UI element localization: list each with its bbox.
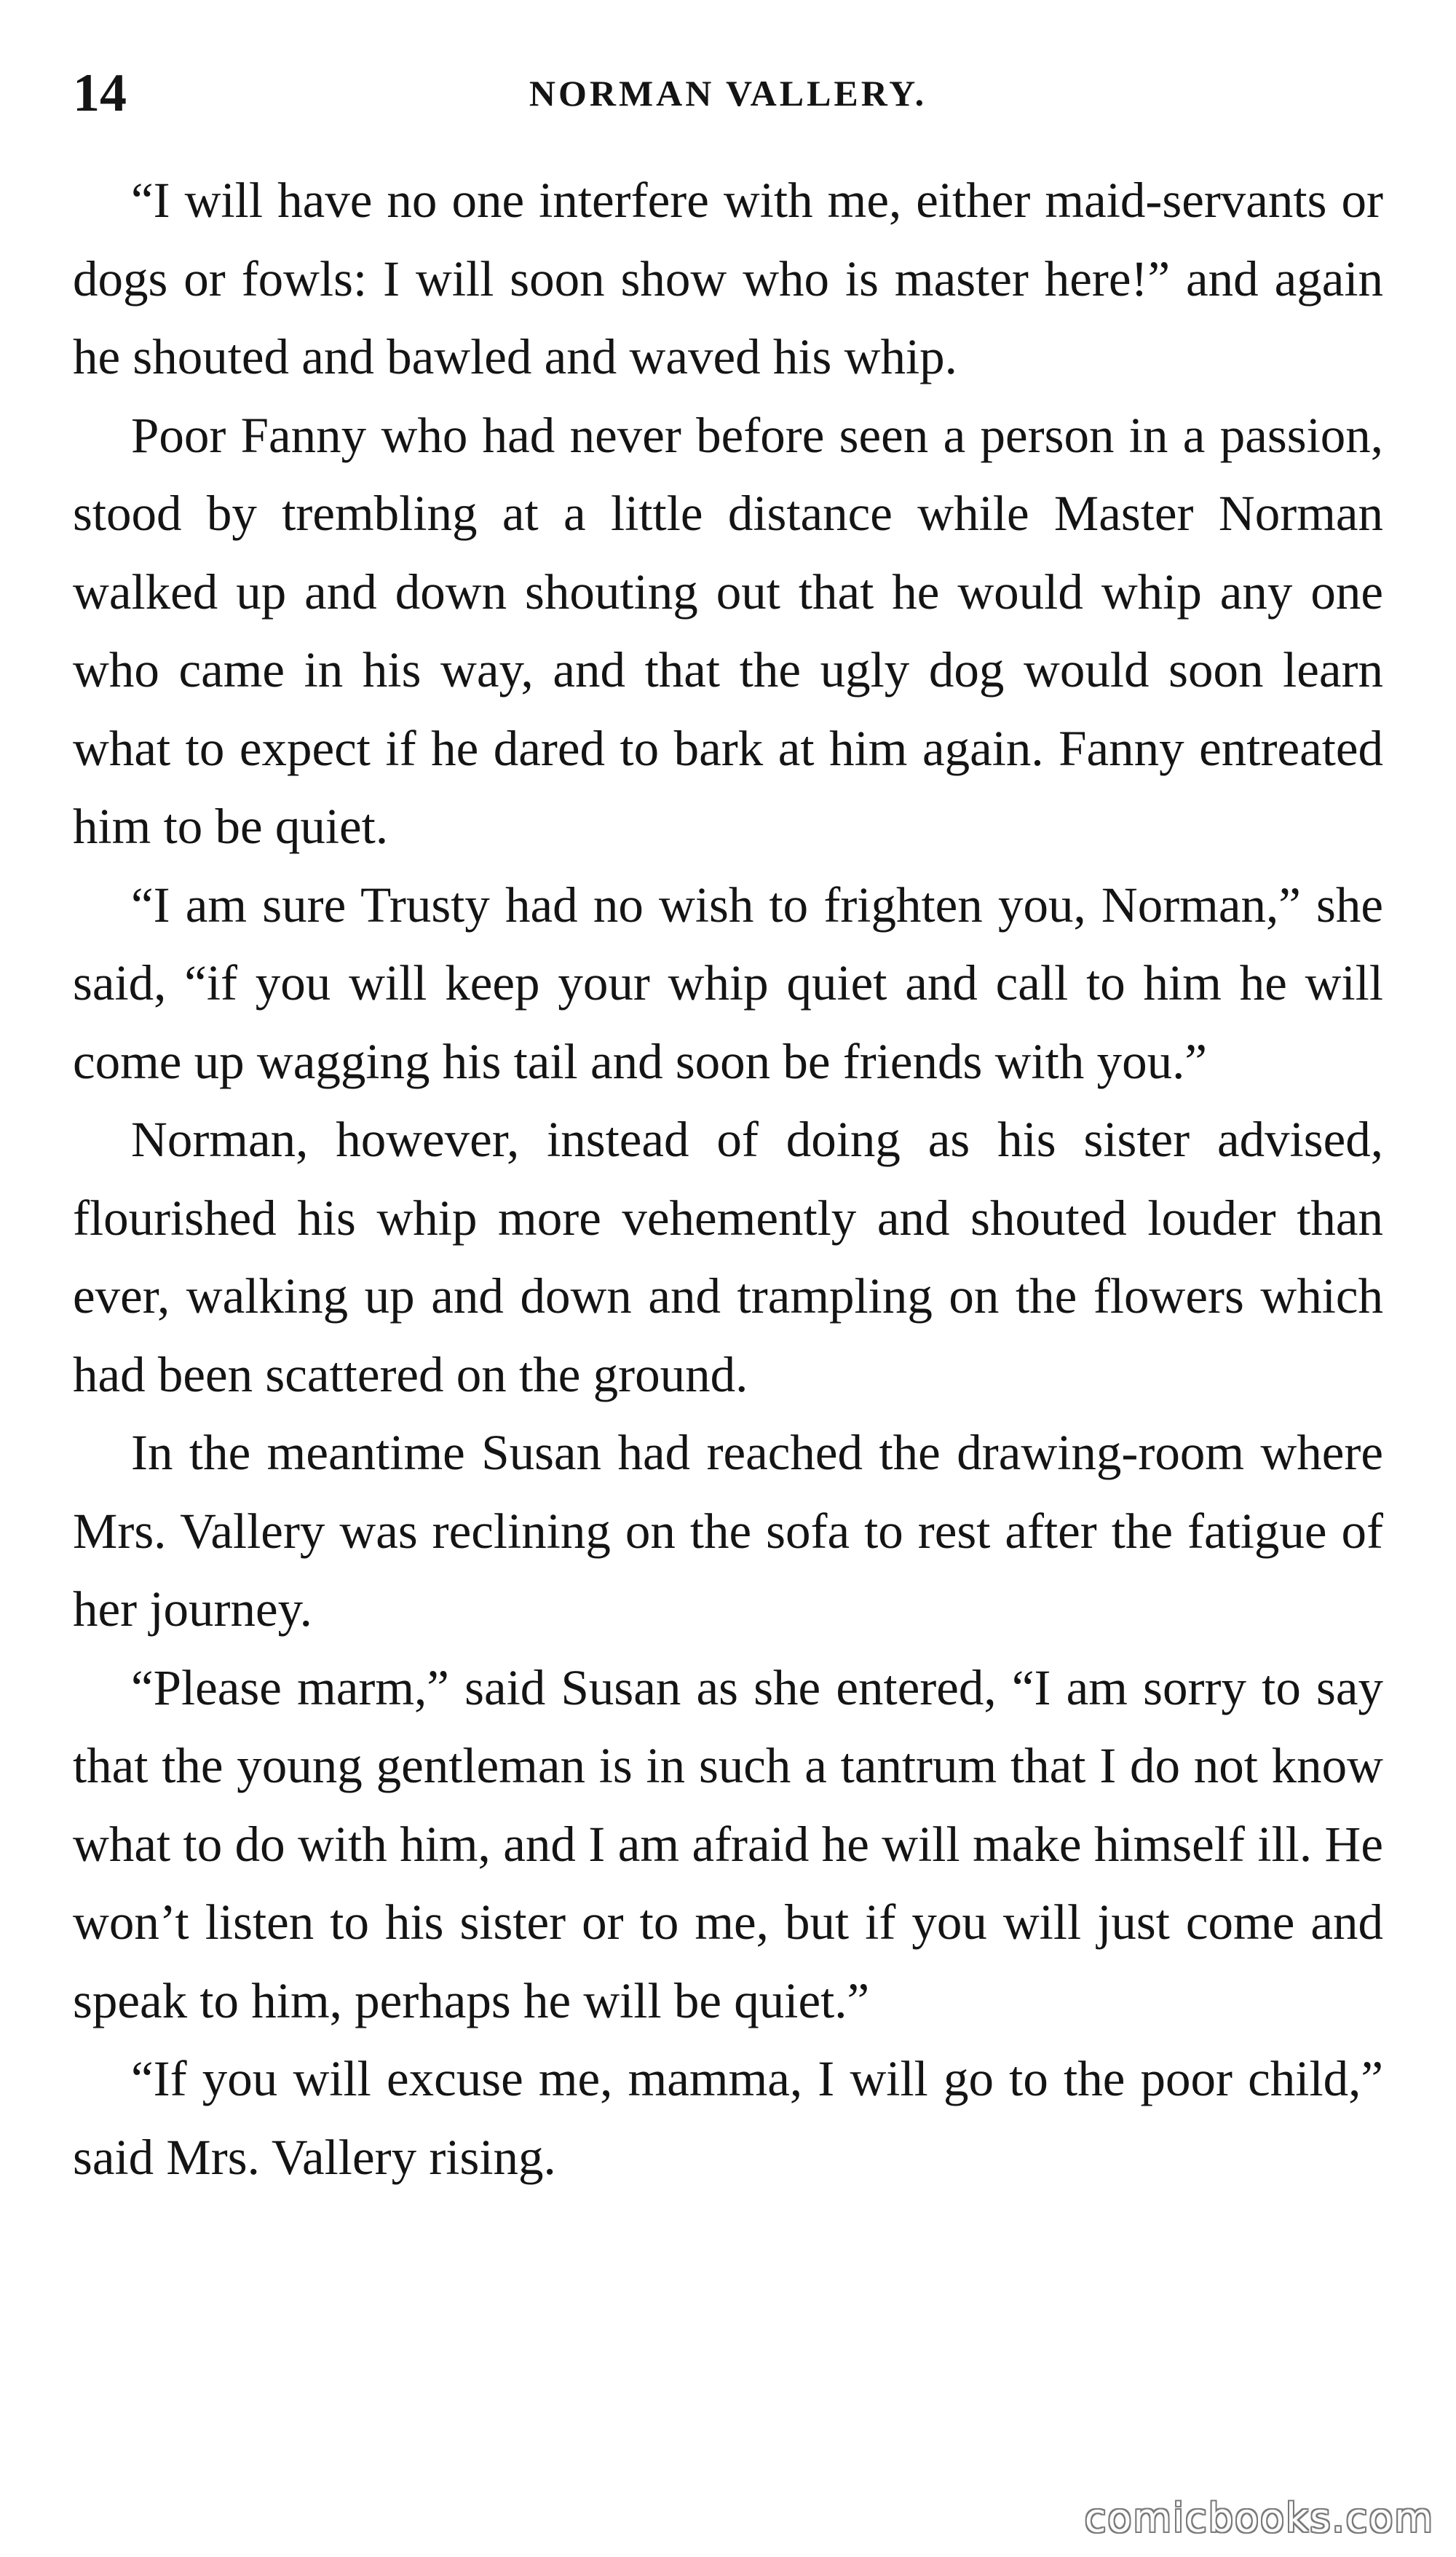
body-text — [73, 162, 1383, 2197]
paragraph: In the meantime Susan had reached the drawing-room where Mrs. Vallery was reclining on the sofa to rest after the fatigue of her journey. — [73, 1425, 1383, 1637]
paragraph: “If you will excuse me, mamma, I will go to the poor child,” said Mrs. Vallery rising. — [73, 2051, 1383, 2185]
paragraph: Poor Fanny who had never before seen a person in a passion, stood by trembling at a little distance while Master Norman walked up and down shouting out that he would whip any one who came in his way, and that the ugly dog would soon learn what to expect if he dared to bark at him again. Fanny entreated him to be quiet. — [73, 407, 1383, 854]
paragraph: “I will have no one interfere with me, either maid-servants or dogs or fowls: I will soon show who is master here!” and again he shouted and bawled and waved his whip. — [73, 173, 1383, 384]
paragraph: “Please marm,” said Susan as she entered, “I am sorry to say that the young gentleman is in such a tantrum that I do not know what to do with him, and I am afraid he will make himself ill. He won’t listen to his sister or to me, but if you will just come and speak to him, perhaps he will be quiet.” — [73, 1659, 1383, 2028]
paragraph: “I am sure Trusty had no wish to frighten you, Norman,” she said, “if you will keep your whip quiet and call to him he will come up wagging his tail and soon be friends with you.” — [73, 877, 1383, 1089]
watermark: comicbooks.com — [1084, 2495, 1434, 2541]
running-title: NORMAN VALLERY. — [529, 73, 927, 114]
page-number: 14 — [73, 63, 127, 123]
page-header — [73, 57, 1383, 130]
paragraph: Norman, however, instead of doing as his sister advised, flourished his whip more vehemently and shouted louder than ever, walking up and down and trampling on the flowers which had been scattered on the ground. — [73, 1112, 1383, 1402]
